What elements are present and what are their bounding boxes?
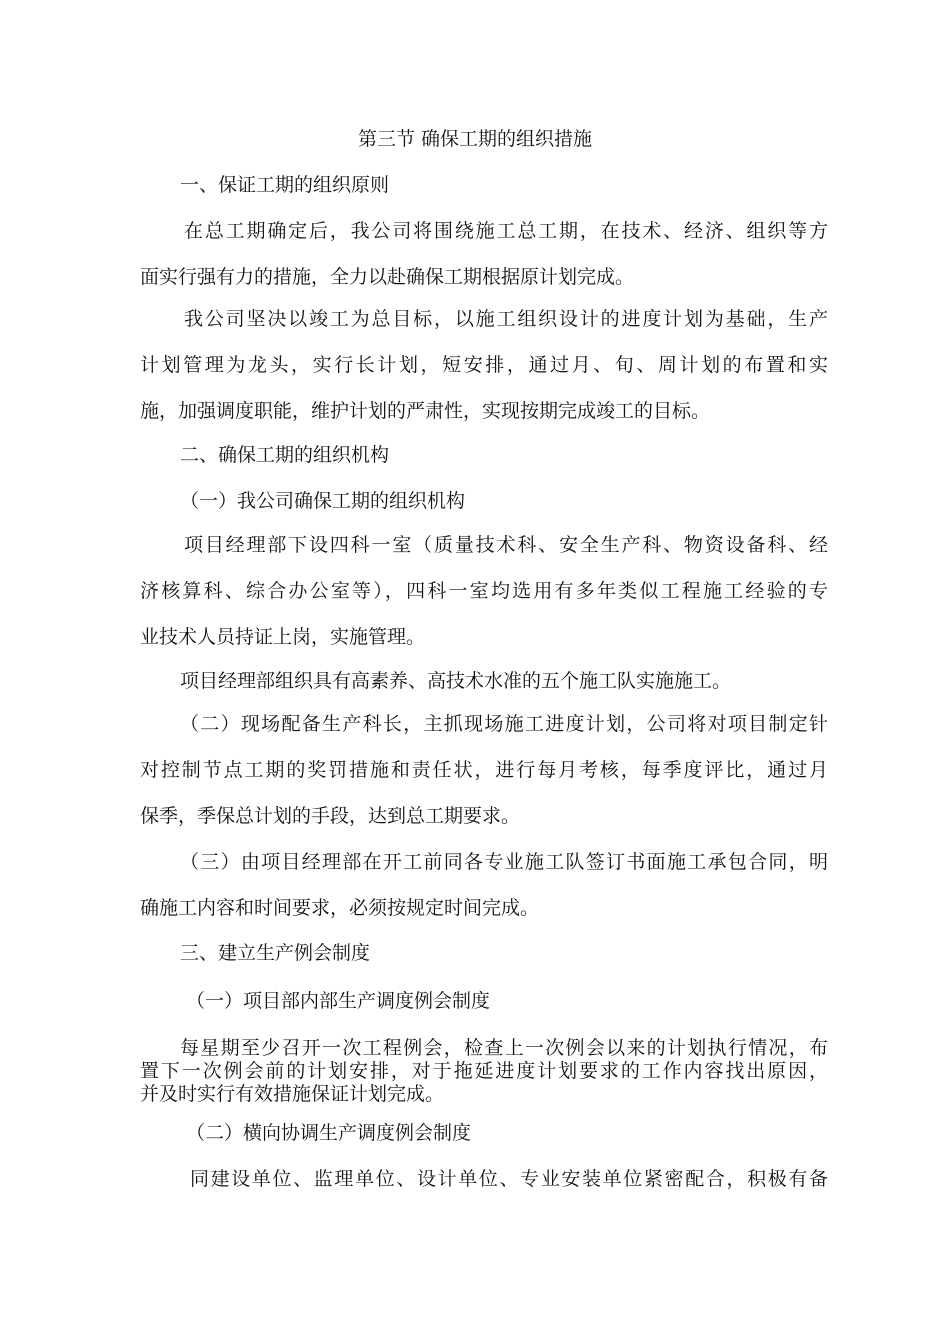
paragraph-line: 业技术人员持证上岗，实施管理。 — [140, 626, 426, 648]
paragraph-department-setup — [140, 522, 828, 660]
subheading-company-structure: （一）我公司确保工期的组织机构 — [180, 490, 466, 512]
paragraph-line: 在总工期确定后，我公司将围绕施工总工期，在技术、经济、组织等方 — [184, 220, 828, 242]
heading-production-meetings: 三、建立生产例会制度 — [180, 942, 371, 964]
paragraph-weekly-meeting — [140, 1037, 828, 1106]
subheading-coordination-meetings: （二）横向协调生产调度例会制度 — [186, 1122, 472, 1144]
paragraph-line: 面实行强有力的措施，全力以赴确保工期根据原计划完成。 — [140, 266, 635, 288]
paragraph-line: 并及时实行有效措施保证计划完成。 — [140, 1083, 445, 1105]
paragraph-construction-teams: 项目经理部组织具有高素养、高技术水准的五个施工队实施施工。 — [180, 670, 732, 692]
paragraph-line: （二）现场配备生产科长，主抓现场施工进度计划，公司将对项目制定针 — [180, 713, 828, 735]
paragraph-line: 我公司坚决以竣工为总目标，以施工组织设计的进度计划为基础，生产 — [184, 308, 828, 330]
paragraph-contracts — [140, 839, 828, 931]
paragraph-line: 置下一次例会前的计划安排，对于拖延进度计划要求的工作内容找出原因， — [140, 1060, 828, 1082]
paragraph-coordination — [140, 1156, 828, 1202]
paragraph-line: 确施工内容和时间要求，必须按规定时间完成。 — [140, 897, 540, 919]
subheading-internal-meetings: （一）项目部内部生产调度例会制度 — [186, 990, 491, 1012]
heading-organization-principle: 一、保证工期的组织原则 — [180, 174, 390, 196]
section-title: 第三节 确保工期的组织措施 — [357, 128, 593, 150]
heading-organization-structure: 二、确保工期的组织机构 — [180, 444, 390, 466]
paragraph-principle-1 — [140, 208, 828, 300]
paragraph-line: 保季，季保总计划的手段，达到总工期要求。 — [140, 805, 521, 827]
paragraph-line: 每星期至少召开一次工程例会，检查上一次例会以来的计划执行情况，布 — [180, 1037, 828, 1059]
paragraph-line: 项目经理部下设四科一室（质量技术科、安全生产科、物资设备科、经 — [184, 534, 828, 556]
paragraph-line: 计划管理为龙头，实行长计划，短安排，通过月、旬、周计划的布置和实 — [140, 354, 828, 376]
paragraph-production-manager — [140, 701, 828, 839]
paragraph-principle-2 — [140, 296, 828, 434]
paragraph-line: （三）由项目经理部在开工前同各专业施工队签订书面施工承包合同，明 — [180, 851, 828, 873]
paragraph-line: 对控制节点工期的奖罚措施和责任状，进行每月考核，每季度评比，通过月 — [140, 759, 828, 781]
paragraph-line: 济核算科、综合办公室等），四科一室均选用有多年类似工程施工经验的专 — [140, 580, 828, 602]
paragraph-line: 同建设单位、监理单位、设计单位、专业安装单位紧密配合，积极有备 — [190, 1168, 828, 1190]
paragraph-line: 施，加强调度职能，维护计划的严肃性，实现按期完成竣工的目标。 — [140, 400, 711, 422]
